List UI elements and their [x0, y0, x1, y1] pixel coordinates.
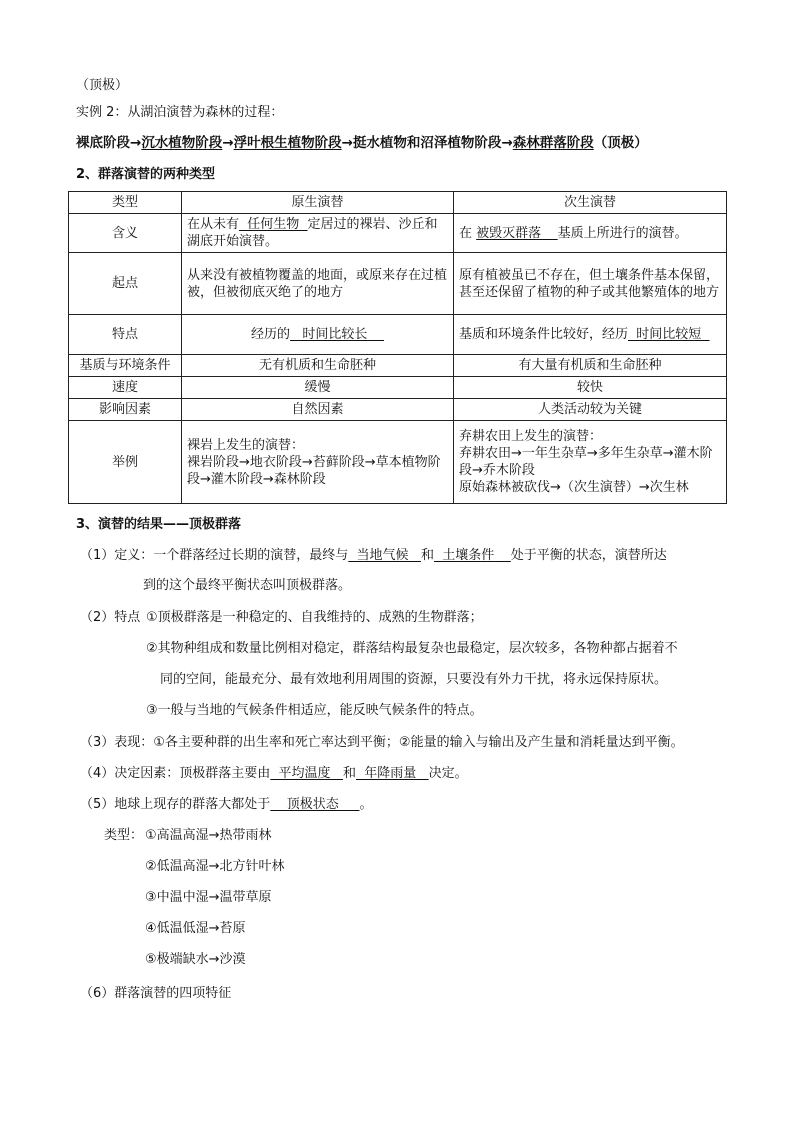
feature-item-2-cont: 同的空间，能最充分、最有效地利用周围的资源，只要没有外力干扰，将永远保持原状。 [160, 672, 668, 687]
blank-climax-state: 顶极状态 [270, 797, 360, 812]
cell-text: 原有植被虽已不存在，但土壤条件基本保留，甚至还保留了植物的种子或其他繁殖体的地方 [459, 267, 720, 300]
definition-line1 [80, 547, 667, 565]
secondary-cell [454, 355, 727, 377]
feature-item-2: ②其物种组成和数量比例相对稳定，群落结构最复杂也最稳定，层次较多，各物种都占据着不 [146, 641, 678, 656]
cell-text: 缓慢 [304, 380, 331, 395]
factors-text1: （4）决定因素：顶极群落主要由 [80, 766, 271, 781]
cell-text: 基质和环境条件比较好，经历 [459, 327, 629, 342]
secondary-cell [454, 253, 727, 315]
cell-text: 定居过的裸岩、沙丘和湖底开始演替。 [187, 217, 438, 249]
secondary-cell [454, 421, 727, 504]
fill-blank: 任何生物 [239, 217, 308, 232]
item6-line: （6）群落演替的四项特征 [80, 986, 232, 1001]
sequence-stage: 挺水植物和沼泽植物阶段 [352, 135, 502, 151]
table-row [69, 214, 727, 253]
example2-sequence [76, 134, 648, 152]
cell-text: 从来没有被植物覆盖的地面，或原来存在过植被，但被彻底灭绝了的地方 [187, 267, 448, 300]
sequence-arrow: → [130, 135, 142, 151]
cell-text: 人类活动较为关键 [537, 402, 642, 417]
type-item-4: ④低温低湿→苔原 [145, 921, 246, 936]
secondary-cell [454, 315, 727, 355]
current-line [80, 796, 373, 814]
table-header-row [69, 192, 727, 214]
blank-soil-condition: 土壤条件 [433, 548, 511, 563]
type-item-3: ③中温中湿→温带草原 [145, 890, 272, 905]
sequence-arrow: → [341, 135, 353, 151]
table-row [69, 253, 727, 315]
fill-blank: 被毁灭群落 [476, 225, 558, 241]
primary-cell [182, 253, 454, 315]
type-item-5: ⑤极端缺水→沙漠 [145, 952, 246, 967]
definition-text3: 处于平衡的状态，演替所达 [510, 548, 667, 563]
factors-and: 和 [342, 766, 356, 781]
row-label: 速度 [69, 377, 182, 399]
example-line: 弃耕农田→一年生杂草→多年生杂草→灌木阶段→乔木阶段 [459, 446, 713, 478]
primary-cell [182, 377, 454, 399]
section2-title: 2、群落演替的两种类型 [76, 167, 216, 182]
sequence-arrow: → [501, 135, 513, 151]
blank-mean-temperature: 平均温度 [270, 766, 343, 781]
example2-label: 实例 2：从湖泊演替为森林的过程： [76, 105, 284, 120]
table-row [69, 377, 727, 399]
sequence-arrow: → [222, 135, 234, 151]
primary-cell [182, 399, 454, 421]
row-label: 举例 [69, 421, 182, 504]
header-type: 类型 [69, 192, 182, 214]
primary-cell [182, 315, 454, 355]
secondary-cell [454, 214, 727, 253]
cell-text: 经历的 [251, 327, 291, 342]
table-row [69, 355, 727, 377]
top-note: （顶极） [76, 78, 129, 93]
cell-text: 较快 [576, 380, 603, 395]
definition-and: 和 [420, 548, 434, 563]
fill-blank: 时间比较长 [290, 327, 384, 342]
row-label: 含义 [69, 214, 182, 253]
sequence-stage: 沉水植物阶段 [141, 135, 223, 151]
header-primary: 原生演替 [182, 192, 454, 214]
current-text1: （5）地球上现存的群落大都处于 [80, 797, 271, 812]
cell-text: 有大量有机质和生命胚种 [518, 358, 662, 373]
features-label: （2）特点 [80, 610, 141, 625]
type-item-2: ②低温高湿→北方针叶林 [145, 859, 285, 874]
row-label: 基质与环境条件 [69, 355, 182, 377]
definition-line2: 到的这个最终平衡状态叫顶极群落。 [143, 578, 352, 593]
sequence-stage: 浮叶根生植物阶段 [233, 135, 342, 151]
blank-annual-rainfall: 年降雨量 [355, 766, 429, 781]
sequence-stage: （顶极） [593, 135, 648, 151]
cell-text: 自然因素 [291, 402, 344, 417]
example-line: 弃耕农田上发生的演替： [459, 429, 603, 444]
type-item-1: ①高温高湿→热带雨林 [145, 828, 272, 843]
cell-text: 在 [459, 225, 477, 241]
table-row [69, 421, 727, 504]
table-row [69, 399, 727, 421]
secondary-cell [454, 399, 727, 421]
cell-text: 在从未有 [187, 217, 240, 232]
sequence-stage: 森林群落阶段 [512, 135, 594, 151]
row-label: 影响因素 [69, 399, 182, 421]
factors-text3: 决定。 [428, 766, 468, 781]
cell-text: 无有机质和生命胚种 [258, 358, 376, 373]
example-line: 裸岩上发生的演替： [187, 437, 305, 453]
current-text2: 。 [359, 797, 373, 812]
primary-cell [182, 355, 454, 377]
row-label: 特点 [69, 315, 182, 355]
example-line: 原始森林被砍伐→（次生演替）→次生林 [459, 480, 689, 495]
definition-label: （1）定义： [80, 548, 154, 563]
cell-text: 基质上所进行的演替。 [557, 225, 688, 241]
sequence-stage: 裸底阶段 [76, 135, 130, 151]
primary-cell [182, 214, 454, 253]
row-label: 起点 [69, 253, 182, 315]
secondary-cell [454, 377, 727, 399]
primary-cell [182, 421, 454, 504]
feature-item-1: ①顶极群落是一种稳定的、自我维持的、成熟的生物群落； [146, 610, 483, 625]
blank-local-climate: 当地气候 [348, 548, 421, 563]
example-line: 裸岩阶段→地衣阶段→苔藓阶段→草本植物阶段→灌木阶段→森林阶段 [187, 454, 441, 487]
types-label: 类型： [104, 828, 144, 843]
feature-item-3: ③一般与当地的气候条件相适应，能反映气候条件的特点。 [146, 703, 483, 718]
header-secondary: 次生演替 [454, 192, 727, 214]
succession-comparison-table [68, 191, 727, 504]
factors-line [80, 765, 468, 783]
table-row [69, 315, 727, 355]
definition-text1: 一个群落经过长期的演替，最终与 [153, 548, 349, 563]
fill-blank: 时间比较短 [628, 327, 710, 342]
expression-line: （3）表现：①各主要种群的出生率和死亡率达到平衡；②能量的输入与输出及产生量和消耗量达到平衡。 [80, 735, 684, 750]
section3-title: 3、演替的结果——顶极群落 [76, 517, 242, 532]
